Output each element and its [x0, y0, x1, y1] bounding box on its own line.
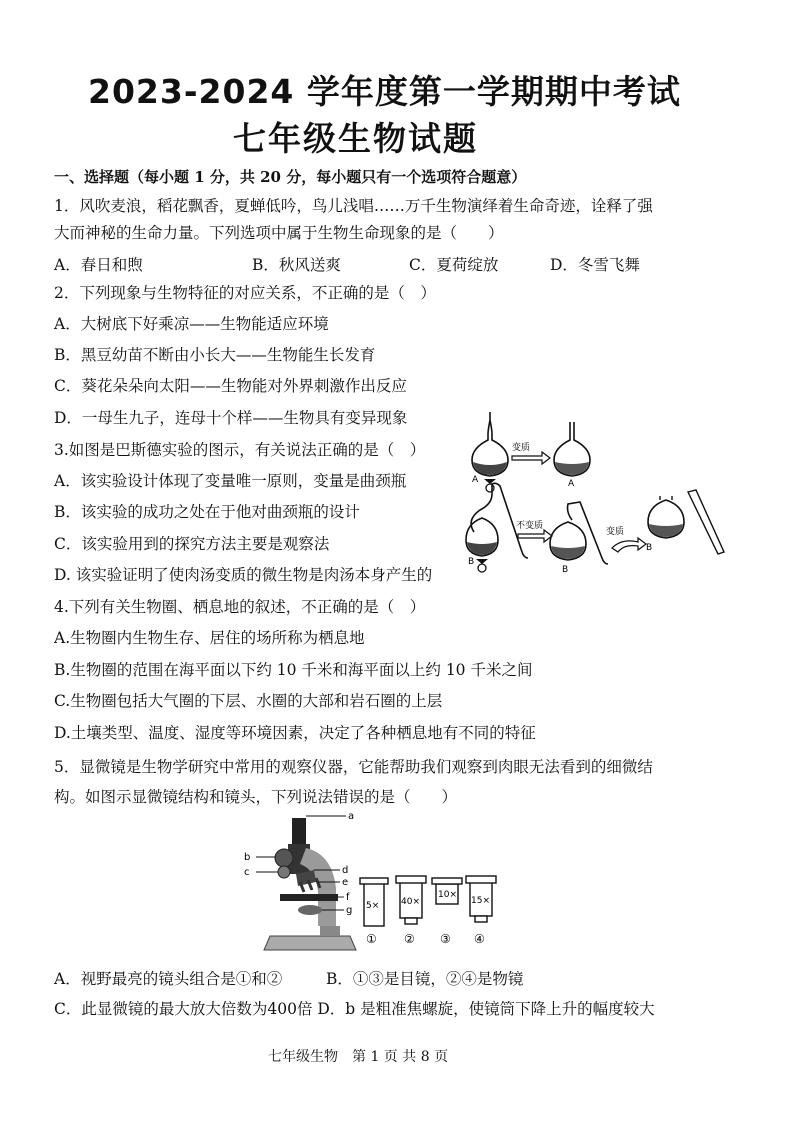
q4-stem: 4.下列有关生物圈、栖息地的叙述，不正确的是（ ） [54, 598, 426, 616]
q4-option-a: A.生物圈内生物生存、居住的场所称为栖息地 [54, 629, 365, 647]
label-a: a [348, 811, 355, 822]
q1-option-c: C．夏荷绽放 [409, 256, 499, 274]
q4-option-b: B.生物圈的范围在海平面以下约 10 千米和海平面以上约 10 千米之间 [54, 661, 533, 679]
flask-b3-label: B [646, 543, 653, 553]
q5-options-row2: C．此显微镜的最大放大倍数为400倍 D．b 是粗准焦螺旋，使镜筒下降上升的幅度较大 [54, 1000, 655, 1018]
q4-option-d: D.土壤类型、温度、湿度等环境因素，决定了各种栖息地有不同的特征 [54, 724, 536, 742]
arrow-not-spoil-icon [518, 530, 552, 542]
section-heading: 一、选择题（每小题 1 分，共 20 分，每小题只有一个选项符合题意） [54, 168, 527, 186]
arrow-not-spoil-label: 不变质 [516, 521, 544, 531]
q5-option-a: A．视野最亮的镜头组合是①和② [54, 970, 283, 988]
lens-1-number: ① [366, 932, 377, 946]
label-f: f [346, 892, 350, 903]
q3-option-c: C．该实验用到的探究方法主要是观察法 [54, 535, 330, 553]
lens-4-mag: 15× [471, 896, 490, 906]
q5-option-b: B．①③是目镜，②④是物镜 [326, 970, 524, 988]
arrow-spoil-icon [512, 452, 550, 464]
q3-option-b: B．该实验的成功之处在于他对曲颈瓶的设计 [54, 503, 360, 521]
label-g: g [346, 905, 353, 916]
q2-stem: 2．下列现象与生物特征的对应关系，不正确的是（ ） [54, 284, 436, 302]
exam-title: 2023-2024 学年度第一学期期中考试 [88, 72, 681, 111]
lens-3-number: ③ [440, 932, 451, 946]
q5-stem-line2: 构。如图示显微镜结构和镜头，下列说法错误的是（ ） [54, 788, 458, 806]
exam-subtitle: 七年级生物试题 [233, 119, 478, 158]
label-e: e [342, 877, 349, 888]
microscope-figure [240, 808, 500, 958]
pasteur-experiment-figure [462, 412, 730, 580]
lens-4-number: ④ [474, 932, 485, 946]
lens-1-mag: 5× [366, 901, 380, 911]
q2-option-d: D．一母生九子，连母十个样——生物具有变异现象 [54, 409, 408, 427]
q1-option-d: D．冬雪飞舞 [550, 256, 640, 274]
label-d: d [342, 865, 349, 876]
q2-option-b: B．黑豆幼苗不断由小长大——生物能生长发育 [54, 346, 376, 364]
flask-b-label: B [468, 557, 475, 567]
label-b: b [244, 852, 251, 863]
q2-option-a: A．大树底下好乘凉——生物能适应环境 [54, 315, 329, 333]
page-footer: 七年级生物 第 1 页 共 8 页 [268, 1049, 449, 1065]
flask-b2-label: B [562, 565, 569, 575]
flask-a2-label: A [568, 479, 575, 489]
lens-3-mag: 10× [438, 890, 457, 900]
q1-option-b: B．秋风送爽 [252, 256, 341, 274]
broken-flask-b [648, 490, 724, 554]
q3-option-d: D. 该实验证明了使肉汤变质的微生物是肉汤本身产生的 [54, 566, 433, 584]
q3-stem: 3.如图是巴斯德实验的图示，有关说法正确的是（ ） [54, 441, 426, 459]
q3-option-a: A．该实验设计体现了变量唯一原则，变量是曲颈瓶 [54, 472, 407, 490]
flask-a-label: A [472, 475, 479, 485]
label-c: c [244, 867, 250, 878]
flask-a-spoiled [554, 422, 590, 476]
q1-stem-line2: 大而神秘的生命力量。下列选项中属于生物生命现象的是（ ） [54, 224, 504, 242]
q1-option-a: A．春日和煦 [54, 256, 143, 274]
arrow-spoil-label: 变质 [512, 443, 531, 453]
q5-stem-line1: 5．显微镜是生物学研究中常用的观察仪器，它能帮助我们观察到肉眼无法看到的细微结 [54, 758, 653, 776]
q2-option-c: C．葵花朵朵向太阳——生物能对外界刺激作出反应 [54, 377, 407, 395]
arrow-spoil2-label: 变质 [606, 527, 625, 537]
q1-stem-line1: 1．风吹麦浪，稻花飘香，夏蝉低吟，鸟儿浅唱……万千生物演绎着生命奇迹，诠释了强 [54, 197, 653, 215]
swan-flask-b-clear [550, 502, 608, 564]
q4-option-c: C.生物圈包括大气圈的下层、水圈的大部和岩石圈的上层 [54, 692, 443, 710]
lens-2-mag: 40× [401, 897, 420, 907]
lens-2-number: ② [404, 932, 415, 946]
arrow-curved-icon [612, 538, 646, 552]
